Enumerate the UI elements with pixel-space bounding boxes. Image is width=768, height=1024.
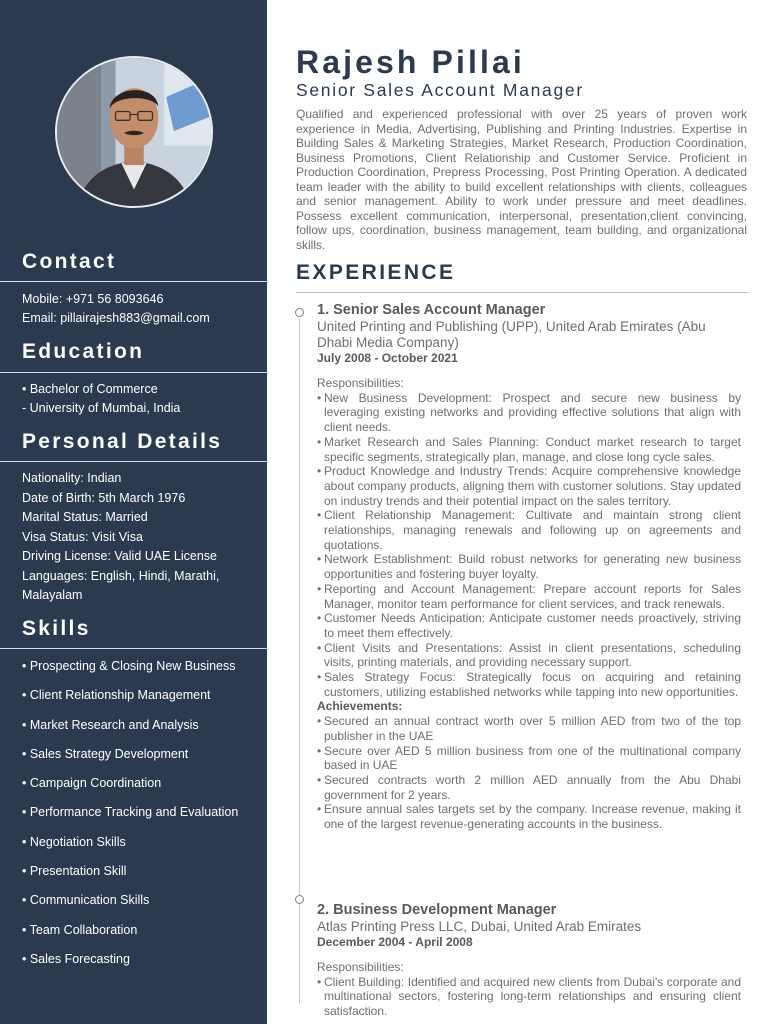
personal-details-divider [0, 461, 267, 462]
profile-photo-image [57, 58, 211, 206]
responsibilities-label: Responsibilities: [317, 376, 404, 390]
education-heading: Education [22, 340, 145, 363]
personal-details-section [22, 469, 237, 606]
profile-photo [55, 56, 213, 208]
job-title: 2. Business Development Manager [317, 902, 557, 918]
job-entry [317, 302, 741, 832]
marital-status: Marital Status: Married [22, 510, 148, 524]
candidate-title: Senior Sales Account Manager [296, 80, 584, 100]
achievement-item: • Secured contracts worth 2 million AED annually from the Abu Dhabi government for 2 years. [317, 773, 741, 802]
job-entry [317, 902, 741, 1019]
candidate-name: Rajesh Pillai [296, 44, 525, 80]
languages: Languages: English, Hindi, Marathi, Malayalam [22, 568, 220, 602]
responsibilities-label: Responsibilities: [317, 960, 404, 974]
achievement-item: • Ensure annual sales targets set by the company. Increase revenue, making it one of the largest revenue-generating accounts in the business. [317, 802, 741, 831]
responsibility-item: • Customer Needs Anticipation: Anticipate customer needs proactively, striving to meet them effectively. [317, 611, 741, 640]
responsibilities-list [317, 975, 741, 1019]
skills-heading: Skills [22, 617, 91, 640]
achievement-item: • Secured an annual contract worth over 5 million AED from two of the top publisher in the UAE [317, 714, 741, 743]
skill-item: • Prospecting & Closing New Business [22, 659, 236, 673]
skill-item: • Team Collaboration [22, 922, 138, 937]
job-dates: July 2008 - October 2021 [317, 351, 458, 365]
experience-divider [296, 292, 748, 293]
personal-details-heading: Personal Details [22, 430, 223, 453]
education-section [22, 380, 180, 417]
skill-item: • Campaign Coordination [22, 776, 162, 791]
skills-divider [0, 648, 267, 649]
contact-section [22, 290, 210, 327]
responsibility-item: • Reporting and Account Management: Prepare account reports for Sales Manager, monitor team performance for client services, and track renewals. [317, 582, 741, 611]
skill-item: • Presentation Skill [22, 864, 127, 879]
job-dates: December 2004 - April 2008 [317, 935, 473, 949]
responsibility-item: • Market Research and Sales Planning: Conduct market research to target specific segments, strategically plan, manage, and close long cycle sales. [317, 435, 741, 464]
skill-item: • Sales Strategy Development [22, 746, 189, 761]
responsibility-item: • New Business Development: Prospect and secure new business by leveraging existing networks and providing effective solutions that align with client needs. [317, 391, 741, 435]
skill-item: • Client Relationship Management [22, 688, 211, 703]
achievements-list [317, 714, 741, 832]
experience-heading: EXPERIENCE [296, 261, 456, 284]
job-company: United Printing and Publishing (UPP), United Arab Emirates (Abu Dhabi Media Company) [317, 319, 706, 350]
responsibility-item: • Client Building: Identified and acquired new clients from Dubai's corporate and multinational sectors, fostering long-term relationships and ensuring client satisfaction. [317, 975, 741, 1019]
responsibility-item: • Client Relationship Management: Cultivate and maintain strong client relationships, managing renewals and following up on agreements and quotations. [317, 508, 741, 552]
email-address: Email: pillairajesh883@gmail.com [22, 310, 210, 325]
achievement-item: • Secure over AED 5 million business from one of the multinational company based in UAE [317, 744, 741, 773]
achievements-label: Achievements: [317, 699, 403, 714]
contact-heading: Contact [22, 250, 117, 273]
timeline-dot [295, 895, 304, 904]
driving-license: Driving License: Valid UAE License [22, 549, 218, 563]
skill-item: • Sales Forecasting [22, 951, 130, 966]
university: - University of Mumbai, India [22, 400, 181, 415]
mobile-number: Mobile: +971 56 8093646 [22, 292, 164, 306]
responsibility-item: • Sales Strategy Focus: Strategically focus on acquiring and retaining customers, utilizing established networks while tapping into new opportunities. [317, 670, 741, 699]
job-company: Atlas Printing Press LLC, Dubai, United Arab Emirates [317, 919, 642, 934]
timeline-dot [295, 308, 304, 317]
responsibility-item: • Product Knowledge and Industry Trends: Acquire comprehensive knowledge about company products, aligning them with customer solutions. Stay updated on industry trends and their potential impact on the sales territory. [317, 464, 741, 508]
responsibilities-list [317, 391, 741, 700]
skill-item: • Negotiation Skills [22, 834, 126, 849]
responsibility-item: • Client Visits and Presentations: Assist in client presentations, scheduling visits, printing materials, and providing necessary support. [317, 641, 741, 670]
skill-item: • Communication Skills [22, 893, 150, 908]
skill-item: • Performance Tracking and Evaluation [22, 805, 239, 820]
nationality: Nationality: Indian [22, 471, 122, 485]
degree: • Bachelor of Commerce [22, 382, 158, 396]
contact-divider [0, 281, 267, 282]
visa-status: Visa Status: Visit Visa [22, 529, 143, 544]
skill-item: • Market Research and Analysis [22, 717, 199, 732]
sidebar [0, 0, 267, 1024]
responsibility-item: • Network Establishment: Build robust networks for generating new business opportunities and fostering buyer loyalty. [317, 552, 741, 581]
date-of-birth: Date of Birth: 5th March 1976 [22, 490, 186, 505]
skills-list [22, 657, 238, 979]
education-divider [0, 372, 267, 373]
job-title: 1. Senior Sales Account Manager [317, 302, 546, 318]
professional-summary: Qualified and experienced professional with over 25 years of proven work experience in Media, Advertising, Publishing and Printing Industries. Expertise in Building Sales & Marketing Strategies, Market Research, Production Coordination, Business Promotions, Client Relationship and Customer Service. Proficient in Production Coordination, Prepress Processing, Post Printing Operation. A dedicated team leader with the ability to build excellent relationships with clients, colleagues and senior management. Ability to work under pressure and meet deadlines. Possess excellent communication, interpersonal, presentation,client convincing, follow ups, coordination, business management, team building, and organizational skills. [296, 107, 747, 252]
